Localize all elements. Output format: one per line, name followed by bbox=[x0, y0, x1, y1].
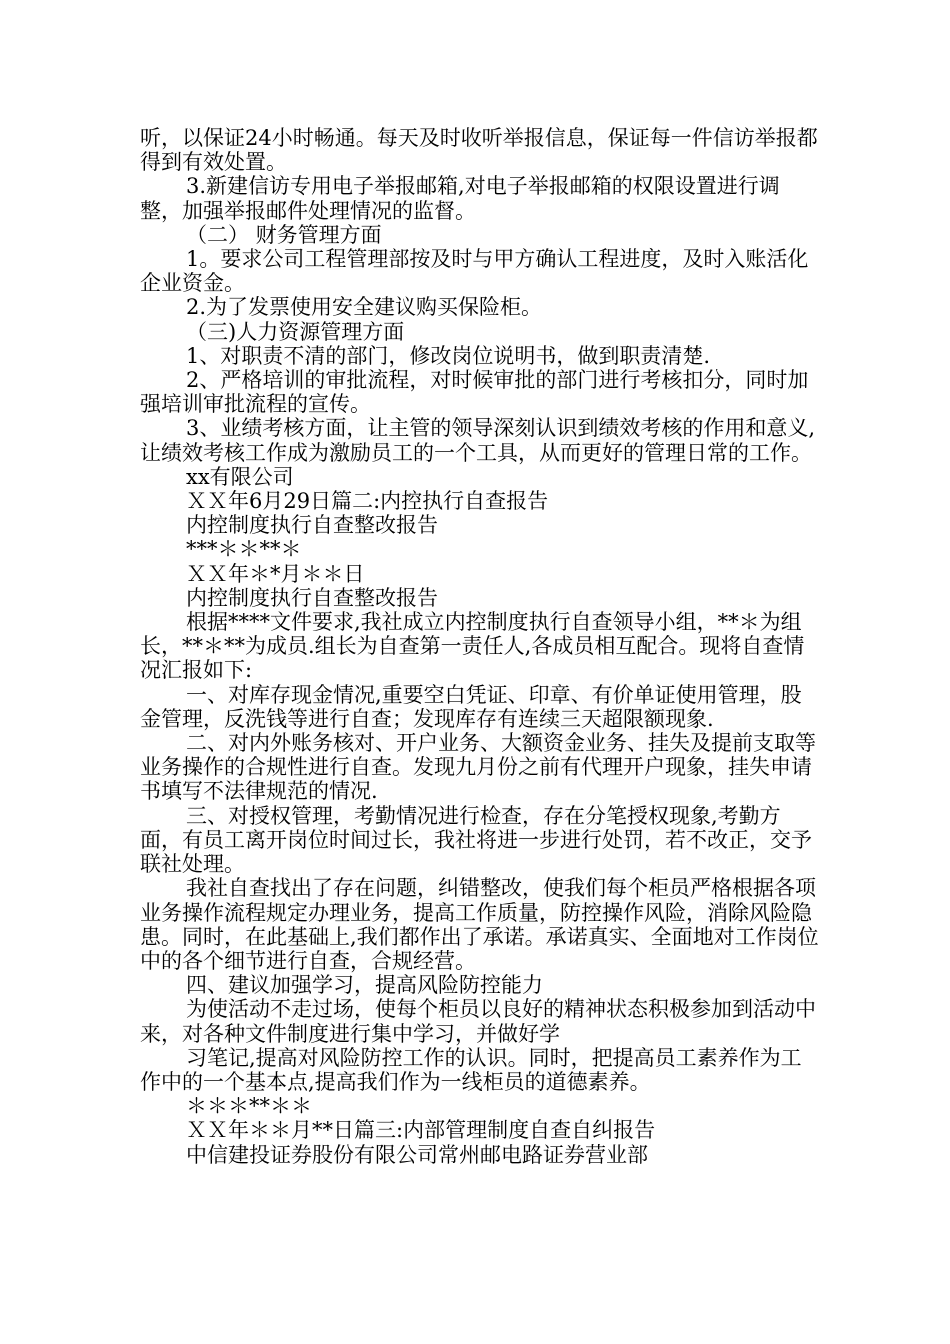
paragraph: 2、严格培训的审批流程，对时候审批的部门进行考核扣分，同时加强培训审批流程的宣传。 bbox=[140, 368, 809, 417]
date-line: ＸＸ年6月29日篇二:内控执行自查报告 bbox=[186, 489, 549, 514]
masked-name: ＊＊＊**＊＊ bbox=[186, 1094, 312, 1119]
date-line: ＸＸ年＊＊月**日篇三:内部管理制度自查自纠报告 bbox=[186, 1118, 656, 1143]
company-name: 中信建投证券股份有限公司常州邮电路证券营业部 bbox=[186, 1142, 648, 1167]
section-heading: （三)人力资源管理方面 bbox=[186, 319, 405, 344]
paragraph: 我社自查找出了存在问题，纠错整改，使我们每个柜员严格根据各项业务操作流程规定办理业务，提高工作质量，防控操作风险，消除风险隐患。同时，在此基础上,我们都作出了承诺。承诺真实、全面地对工作岗位中的各个细节进行自查，合规经营。 bbox=[140, 876, 819, 973]
paragraph: 2.为了发票使用安全建议购买保险柜。 bbox=[186, 295, 543, 320]
section-heading: （二） 财务管理方面 bbox=[186, 222, 382, 247]
company-name: xx有限公司 bbox=[186, 464, 294, 489]
paragraph: 三、对授权管理，考勤情况进行检查，存在分笔授权现象,考勤方面，有员工离开岗位时间过长，我社将进一步进行处罚，若不改正，交予联社处理。 bbox=[140, 803, 812, 877]
paragraph: 1、对职责不清的部门，修改岗位说明书，做到职责清楚. bbox=[186, 343, 711, 368]
paragraph: 根据****文件要求,我社成立内控制度执行自查领导小组，**＊为组长，**＊**为成员.组长为自查第一责任人,各成员相互配合。现将自查情况汇报如下: bbox=[140, 610, 805, 683]
paragraph: 习笔记,提高对风险防控工作的认识。同时，把提高员工素养作为工作中的一个基本点,提高我们作为一线柜员的道德素养。 bbox=[140, 1045, 802, 1094]
paragraph: 二、对内外账务核对、开户业务、大额资金业务、挂失及提前支取等业务操作的合规性进行自查。发现九月份之前有代理开户现象，挂失申请书填写不法律规范的情况. bbox=[140, 731, 816, 804]
paragraph: 3、业绩考核方面，让主管的领导深刻认识到绩效考核的作用和意义,让绩效考核工作成为激励员工的一个工具，从而更好的管理日常的工作。 bbox=[140, 416, 816, 465]
document-body bbox=[140, 126, 820, 1167]
section-heading: 四、建议加强学习，提高风险防控能力 bbox=[186, 973, 543, 998]
masked-name: ***＊＊**＊ bbox=[186, 537, 302, 562]
paragraph: 一、对库存现金情况,重要空白凭证、印章、有价单证使用管理，股金管理，反洗钱等进行自查；发现库存有连续三天超限额现象. bbox=[140, 682, 802, 731]
report-title: 内控制度执行自查整改报告 bbox=[186, 585, 438, 610]
date-line: ＸＸ年＊*月＊＊日 bbox=[186, 561, 365, 586]
paragraph: 3.新建信访专用电子举报邮箱,对电子举报邮箱的权限设置进行调整，加强举报邮件处理情况的监督。 bbox=[140, 174, 780, 223]
report-title: 内控制度执行自查整改报告 bbox=[186, 513, 438, 538]
paragraph: 1。要求公司工程管理部按及时与甲方确认工程进度，及时入账活化企业资金。 bbox=[140, 247, 809, 296]
paragraph: 为使活动不走过场，使每个柜员以良好的精神状态积极参加到活动中来，对各种文件制度进行集中学习，并做好学 bbox=[140, 997, 816, 1046]
paragraph: 听，以保证24小时畅通。每天及时收听举报信息，保证每一件信访举报都得到有效处置。 bbox=[140, 126, 818, 175]
